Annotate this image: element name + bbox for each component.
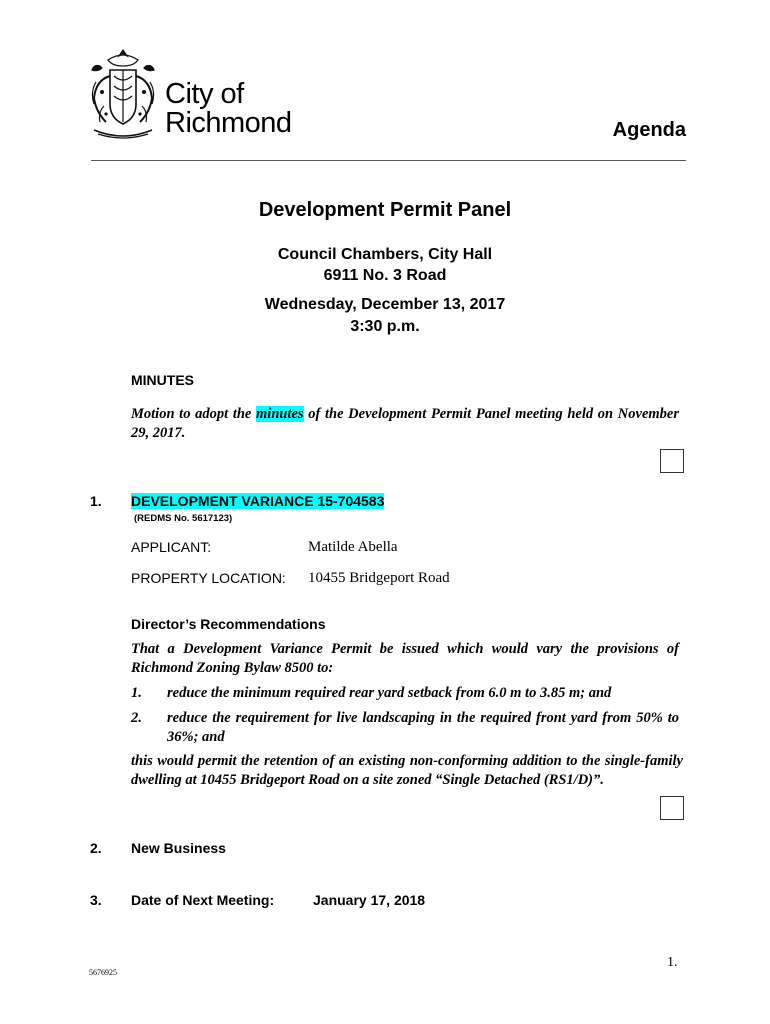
recommendation-intro: That a Development Variance Permit be issued which would vary the provisions of Richmond Zoning Bylaw 8500 to: [131, 641, 679, 676]
minutes-heading: MINUTES [131, 372, 194, 388]
point2-number: 2. [131, 710, 142, 726]
point1-text: reduce the minimum required rear yard setback from 6.0 m to 3.85 m; and [167, 685, 612, 701]
point1-number: 1. [131, 685, 142, 701]
property-value: 10455 Bridgeport Road [308, 570, 450, 586]
doc-id: 5676925 [89, 968, 117, 977]
item3-label: Date of Next Meeting: [131, 892, 275, 908]
item2-number: 2. [90, 840, 102, 856]
applicant-value: Matilde Abella [308, 539, 398, 555]
city-of-richmond-wordmark [165, 80, 292, 138]
city-of-richmond-crest-logo [86, 46, 160, 146]
item1-checkbox[interactable] [660, 796, 684, 820]
applicant-label: APPLICANT: [131, 539, 212, 555]
item1-redms: (REDMS No. 5617123) [134, 513, 233, 524]
meeting-time: 3:30 p.m. [350, 318, 420, 335]
property-label: PROPERTY LOCATION: [131, 570, 286, 586]
motion-prefix: Motion to adopt the [131, 406, 257, 422]
meeting-date: Wednesday, December 13, 2017 [264, 296, 506, 313]
meeting-location-line1: Council Chambers, City Hall [277, 246, 493, 263]
logo-text-line2: Richmond [165, 107, 292, 139]
minutes-link[interactable]: minutes [256, 406, 304, 422]
doc-type-title: Agenda [612, 119, 686, 141]
motion-suffix: of the Development Permit Panel meeting held on November 29, 2017. [131, 406, 679, 441]
item1-title-link[interactable]: DEVELOPMENT VARIANCE 15-704583 [131, 493, 385, 509]
minutes-checkbox[interactable] [660, 449, 684, 473]
item3-number: 3. [90, 892, 102, 908]
header-divider [91, 160, 686, 161]
logo-text-line1: City of [165, 78, 244, 110]
point2-text: reduce the requirement for live landscaping in the required front yard from 50% to 36%; and [167, 710, 679, 745]
minutes-motion [131, 405, 679, 443]
item3-value: January 17, 2018 [313, 892, 426, 908]
item1-number: 1. [90, 493, 102, 509]
page-number: 1. [667, 955, 678, 970]
meeting-title: Development Permit Panel [258, 199, 512, 221]
recommendation-outro: this would permit the retention of an existing non-conforming addition to the single-family dwelling at 10455 Bridgeport Road on a site zoned “Single Detached (RS1/D)”. [131, 753, 683, 788]
meeting-location-line2: 6911 No. 3 Road [323, 267, 447, 284]
recommendations-heading: Director’s Recommendations [131, 616, 326, 632]
item2-title: New Business [131, 840, 226, 856]
